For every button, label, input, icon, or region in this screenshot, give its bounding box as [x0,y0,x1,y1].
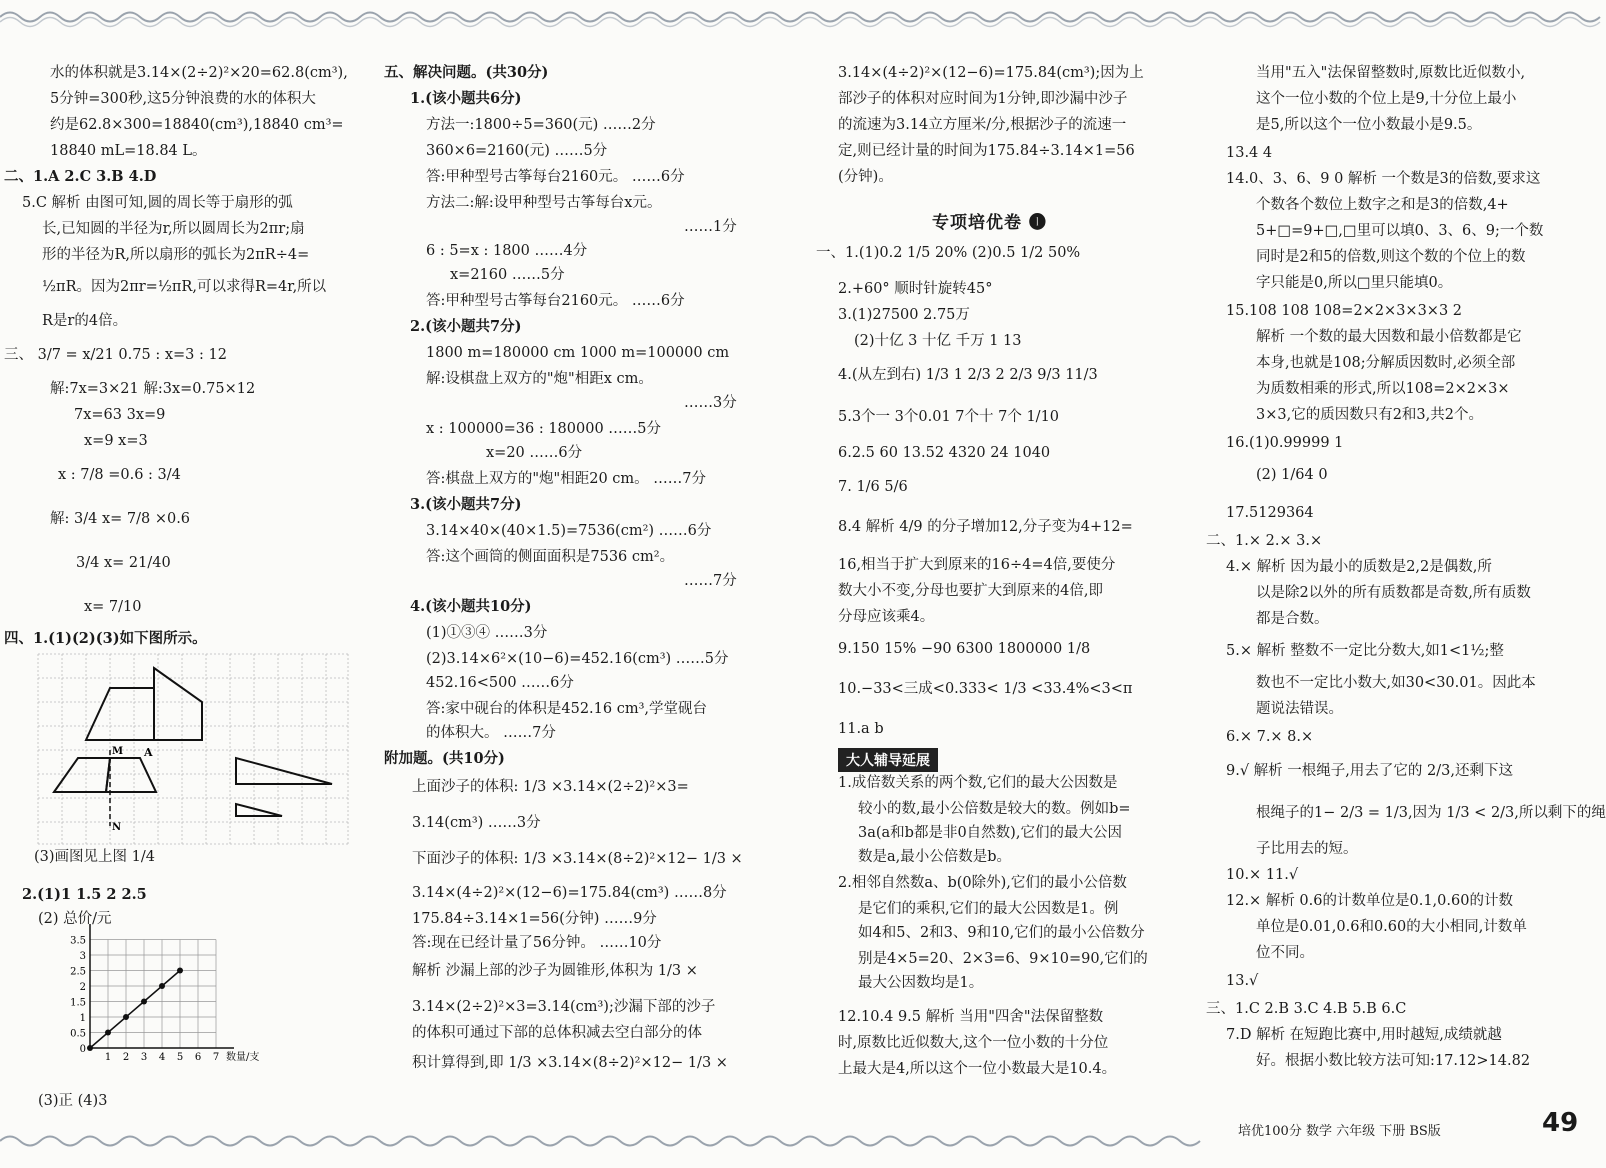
col2-line: 的体积大。 ……7分 [426,725,556,741]
col4-line: 子比用去的短。 [1256,841,1358,857]
chart-x-tick-label: 5 [176,1052,184,1063]
col2-line: 方法一:1800÷5=360(元) ……2分 [426,117,656,133]
col4-line: 位不同。 [1256,945,1314,961]
col2-line: 3.14×(4÷2)²×(12−6)=175.84(cm³) ……8分 [412,885,727,901]
col3-line: 3.(1)27500 2.75万 [838,307,970,323]
col4-line: 14.0、3、6、9 0 解析 一个数是3的倍数,要求这 [1226,171,1541,187]
col1-line: 形的半径为R,所以扇形的弧长为2πR÷4= [42,247,310,263]
col4-line: 16.(1)0.99999 1 [1226,435,1344,451]
col1-line: 7x=63 3x=9 [74,407,166,423]
col1-line: 5分钟=300秒,这5分钟浪费的水的体积大 [50,91,316,107]
chart-y-tick-label: 1 [79,1013,86,1024]
rotated-trapezoid-shape [154,668,202,740]
col2-line: (1)①③④ ……3分 [426,625,548,641]
left-parallelogram-shape [54,758,110,792]
chart-x-tick-label: 6 [194,1052,202,1063]
col1-line: 5.C 解析 由图可知,圆的周长等于扇形的弧 [22,195,293,211]
col3-line: 5.3个一 3个0.01 7个十 7个 1/10 [838,409,1060,425]
col4-line: 根绳子的1− 2/3 = 1/3,因为 1/3 < 2/3,所以剩下的绳 [1256,805,1606,821]
col2-line: 积计算得到,即 1/3 ×3.14×(8÷2)²×12− 1/3 × [412,1055,728,1071]
col4-line: 解析 一个数的最大因数和最小倍数都是它 [1256,329,1522,345]
col4-line: 单位是0.01,0.6和0.60的大小相同,计数单 [1256,919,1527,935]
col2-line: 4.(该小题共10分) [410,598,532,615]
col2-line: 452.16<500 ……6分 [426,675,574,691]
col3-line: 10.−33<三成<0.333< 1/3 <33.4%<3<π [838,681,1133,697]
chart-data-point [105,1030,111,1036]
col3-line: 11.a b [838,721,884,737]
col3-line: 较小的数,最小公倍数是较大的数。例如b= [858,801,1131,817]
col4-line: (2) 1/64 0 [1256,467,1328,483]
col3-line: (2)十亿 3 十亿 千万 1 13 [854,333,1022,349]
top-wave-border [0,6,1600,28]
col2-line: 3.(该小题共7分) [410,496,522,513]
col2-line: x : 100000=36 : 180000 ……5分 [426,421,662,437]
col2-line: 答:这个画筒的侧面面积是7536 cm²。 [426,549,675,565]
geometry-grid-figure [38,654,350,846]
col2-line: 解:设棋盘上双方的"炮"相距x cm。 [426,371,653,387]
col3-line: 数大小不变,分母也要扩大到原来的4倍,即 [838,583,1103,599]
col3-line: 1.成倍数关系的两个数,它们的最大公因数是 [838,775,1118,791]
col1-line: 3/4 x= 21/40 [76,555,171,571]
col3-line: 4.(从左到右) 1/3 1 2/3 2 2/3 9/3 11/3 [838,367,1098,383]
large-triangle-shape [236,758,332,784]
col4-line: 同时是2和5的倍数,则这个数的个位上的数 [1256,249,1526,265]
chart-y-tick-label: 3.5 [70,935,86,947]
col2-line: 答:甲种型号古筝每台2160元。 ……6分 [426,293,685,309]
col2-line: 3.14×40×(40×1.5)=7536(cm²) ……6分 [426,523,712,539]
col4-line: 好。根据小数比较方法可知:17.12>14.82 [1256,1053,1531,1069]
chart-x-axis-label: 数量/支 [226,1052,260,1063]
chart-data-point [123,1014,129,1020]
col4-line: 6.× 7.× 8.× [1226,729,1314,745]
col3-line: 如4和5、2和3、9和10,它们的最小公倍数分 [858,925,1145,941]
right-parallelogram-shape [106,758,156,792]
chart-y-tick-label: 2 [79,982,86,993]
col2-line: 五、解决问题。(共30分) [384,64,549,81]
col2-line: 3.14×(2÷2)²×3=3.14(cm³);沙漏下部的沙子 [412,999,716,1015]
col1-line: 约是62.8×300=18840(cm³),18840 cm³= [50,117,344,133]
col4-line: 这个一位小数的个位上是9,十分位上最小 [1256,91,1517,107]
col1-line: 二、1.A 2.C 3.B 4.D [4,168,157,185]
col3-line: 7. 1/6 5/6 [838,479,908,495]
col3-line: 是它们的乘积,它们的最大公因数是1。例 [858,901,1119,917]
col4-line: 3×3,它的质因数只有2和3,共2个。 [1256,407,1483,423]
col4-line: 15.108 108 108=2×2×3×3×3 2 [1226,303,1463,319]
col4-line: 都是合数。 [1256,611,1329,627]
col2-line: x=20 ……6分 [486,445,583,461]
footer-info: 培优100分 数学 六年级 下册 BS版 [1238,1124,1441,1139]
col3-line: 别是4×5=20、2×3=6、9×10=90,它们的 [858,951,1148,967]
col4-line: 10.× 11.√ [1226,867,1299,883]
col3-line: 定,则已经计量的时间为175.84÷3.14×1=56 [838,143,1135,159]
col3-line: 3a(a和b都是非0自然数),它们的最大公因 [858,825,1122,841]
col4-line: 12.× 解析 0.6的计数单位是0.1,0.60的计数 [1226,893,1513,909]
col1-line: (2) 总价/元 [38,911,112,927]
col2-line: x=2160 ……5分 [450,267,565,283]
col4-line: 7.D 解析 在短跑比赛中,用时越短,成绩就越 [1226,1027,1502,1043]
chart-x-tick-label: 2 [122,1052,130,1063]
col2-line: 上面沙子的体积: 1/3 ×3.14×(2÷2)²×3= [412,779,689,795]
col4-line: 当用"五入"法保留整数时,原数比近似数小, [1256,65,1526,81]
col3-line: 12.10.4 9.5 解析 当用"四舍"法保留整数 [838,1009,1104,1025]
col4-line: 为质数相乘的形式,所以108=2×2×3× [1256,381,1510,397]
col2-line: 解析 沙漏上部的沙子为圆锥形,体积为 1/3 × [412,963,698,979]
col1-line: x= 7/10 [84,599,142,615]
col1-line: x : 7/8 =0.6 : 3/4 [58,467,181,483]
chart-y-tick-label: 0 [79,1044,86,1055]
tutor-badge: 大人辅导延展 [838,748,938,772]
col2-line: 360×6=2160(元) ……5分 [426,143,608,159]
col2-line: 方法二:解:设甲种型号古筝每台x元。 [426,195,662,211]
col1-line: 三、 3/7 = x/21 0.75 : x=3 : 12 [4,347,227,363]
col2-line: ……3分 [684,395,737,411]
trapezoid-shape [86,688,154,740]
col3-line: 的流速为3.14立方厘米/分,根据沙子的流速一 [838,117,1127,133]
col2-line: 3.14(cm³) ……3分 [412,815,541,831]
col4-line: 以是除2以外的所有质数都是奇数,所有质数 [1256,585,1531,601]
col2-line: 1800 m=180000 cm 1000 m=100000 cm [426,345,730,361]
col2-line: 答:棋盘上双方的"炮"相距20 cm。 ……7分 [426,471,706,487]
col2-line: ……1分 [684,219,737,235]
col3-line: 6.2.5 60 13.52 4320 24 1040 [838,445,1051,461]
col1-line: 长,已知圆的半径为r,所以圆周长为2πr;扇 [42,221,305,237]
col3-line: (分钟)。 [838,169,893,185]
col3-line: 时,原数比近似数大,这个一位小数的十分位 [838,1035,1109,1051]
small-triangle-shape [236,804,282,816]
col4-line: 字只能是0,所以□里只能填0。 [1256,275,1453,291]
label-M: M [112,746,124,757]
col1-line: 水的体积就是3.14×(2÷2)²×20=62.8(cm³), [50,65,348,81]
col2-line: 的体积可通过下部的总体积减去空白部分的体 [412,1025,702,1041]
col3-line: 2.+60° 顺时针旋转45° [838,281,993,297]
col1-line: R是r的4倍。 [42,313,128,329]
col3-line: 部沙子的体积对应时间为1分钟,即沙漏中沙子 [838,91,1128,107]
col4-line: 5.× 解析 整数不一定比分数大,如1<1½;整 [1226,643,1504,659]
chart-y-tick-label: 0.5 [70,1028,86,1040]
chart-data-point [87,1045,93,1051]
col4-line: 数也不一定比小数大,如30<30.01。因此本 [1256,675,1536,691]
col3-line: 分母应该乘4。 [838,609,935,625]
col1-line: 2.(1)1 1.5 2 2.5 [22,886,147,903]
col4-line: 是5,所以这个一位小数最小是9.5。 [1256,117,1482,133]
label-A: A [144,746,153,759]
page-number: 49 [1542,1108,1579,1138]
col1-line: x=9 x=3 [84,433,148,449]
col3-line: 上最大是4,所以这个一位小数最大是10.4。 [838,1061,1117,1077]
col1-line: ½πR。因为2πr=½πR,可以求得R=4r,所以 [42,279,327,295]
chart-y-tick-label: 2.5 [70,966,86,978]
chart-x-tick-label: 7 [212,1052,220,1063]
col2-line: 答:现在已经计量了56分钟。 ……10分 [412,935,662,951]
col3-line: 9.150 15% −90 6300 1800000 1/8 [838,641,1091,657]
col3-line: 一、1.(1)0.2 1/5 20% (2)0.5 1/2 50% [816,245,1081,261]
col4-line: 9.√ 解析 一根绳子,用去了它的 2/3,还剩下这 [1226,763,1513,779]
col2-line: 2.(该小题共7分) [410,318,522,335]
col2-line: 下面沙子的体积: 1/3 ×3.14×(8÷2)²×12− 1/3 × [412,851,743,867]
chart-y-tick-label: 3 [79,951,86,962]
col3-line: 2.相邻自然数a、b(0除外),它们的最小公倍数 [838,875,1127,891]
col4-line: 5+□=9+□,□里可以填0、3、6、9;一个数 [1256,223,1544,239]
chart-x-tick-label: 1 [104,1052,112,1063]
col4-line: 4.× 解析 因为最小的质数是2,2是偶数,所 [1226,559,1492,575]
col4-line: 三、1.C 2.B 3.C 4.B 5.B 6.C [1206,1001,1407,1017]
col4-line: 13.4 4 [1226,145,1273,161]
chart-series-line [90,971,180,1049]
col4-line: 二、1.× 2.× 3.× [1206,533,1323,549]
col2-line: ……7分 [684,573,737,589]
col2-line: 答:甲种型号古筝每台2160元。 ……6分 [426,169,685,185]
col4-line: 13.√ [1226,973,1259,989]
chart-x-tick-label: 4 [158,1052,166,1063]
section-title: 专项培优卷 ❶ [932,213,1047,233]
col1-line: 18840 mL=18.84 L。 [50,143,207,159]
col2-line: 附加题。(共10分) [384,750,505,767]
chart-data-point [141,999,147,1005]
col2-line: 6 : 5=x : 1800 ……4分 [426,243,588,259]
chart-data-point [159,983,165,989]
chart-x-tick-label: 3 [140,1052,148,1063]
col4-line: 本身,也就是108;分解质因数时,必须全部 [1256,355,1516,371]
col2-line: (2)3.14×6²×(10−6)=452.16(cm³) ……5分 [426,651,729,667]
col2-line: 175.84÷3.14×1=56(分钟) ……9分 [412,911,657,927]
col1-line: (3)画图见上图 1/4 [34,849,155,865]
col3-line: 16,相当于扩大到原来的16÷4=4倍,要使分 [838,557,1116,573]
col1-line: 解:7x=3×21 解:3x=0.75×12 [50,381,256,397]
col3-line: 数是a,最小公倍数是b。 [858,849,1012,865]
chart-data-point [177,968,183,974]
price-quantity-chart [60,918,260,1068]
col3-line: 8.4 解析 4/9 的分子增加12,分子变为4+12= [838,519,1133,535]
col4-line: 题说法错误。 [1256,701,1343,717]
col1-line: (3)正 (4)3 [38,1093,108,1109]
col2-line: 1.(该小题共6分) [410,90,522,107]
label-N: N [112,822,122,833]
col2-line: 答:家中砚台的体积是452.16 cm³,学堂砚台 [426,701,708,717]
col1-line: 解: 3/4 x= 7/8 ×0.6 [50,511,191,527]
col4-line: 17.5129364 [1226,505,1314,521]
col3-line: 3.14×(4÷2)²×(12−6)=175.84(cm³);因为上 [838,65,1144,81]
chart-y-tick-label: 1.5 [70,997,86,1009]
col3-line: 最大公因数均是1。 [858,975,984,991]
col4-line: 个数各个数位上数字之和是3的倍数,4+ [1256,197,1509,213]
col1-line: 四、1.(1)(2)(3)如下图所示。 [4,630,207,647]
